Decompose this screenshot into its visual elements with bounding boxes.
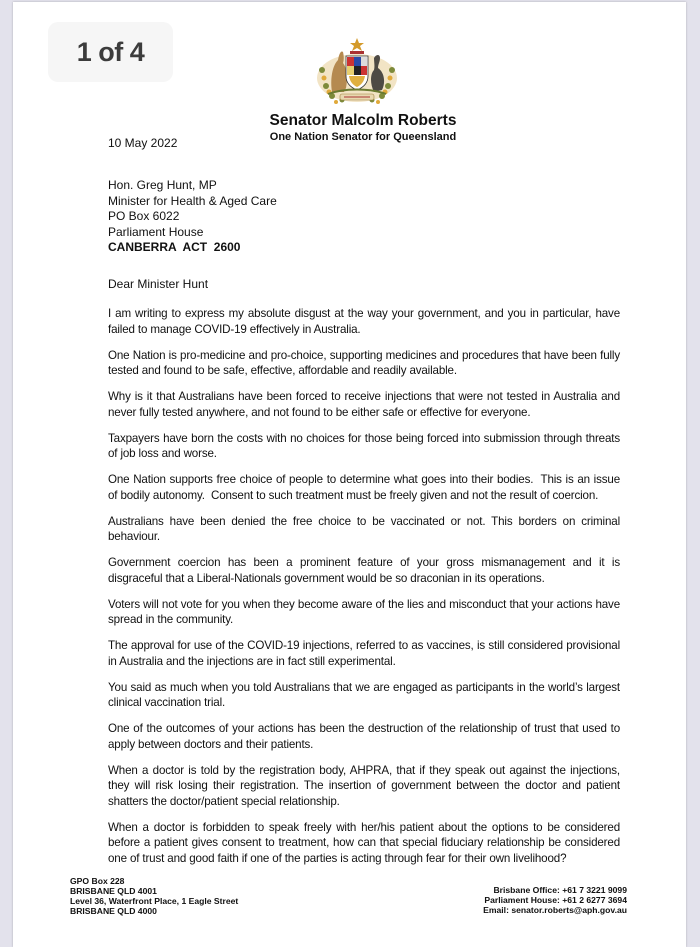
sender-title: One Nation Senator for Queensland bbox=[269, 131, 457, 143]
sender-name: Senator Malcolm Roberts bbox=[269, 112, 457, 129]
letter-date: 10 May 2022 bbox=[108, 136, 178, 150]
body-paragraph: Voters will not vote for you when they become aware of the lies and misconduct that your actions have spread in the community. bbox=[108, 597, 620, 626]
footer-line: Level 36, Waterfront Place, 1 Eagle Street bbox=[70, 896, 239, 906]
letter-body bbox=[108, 306, 624, 877]
body-paragraph: I am writing to express my absolute disgust at the way your government, and you in particular, have failed to manage COVID-19 effectively in Australia. bbox=[108, 307, 620, 336]
body-paragraph: You said as much when you told Australians that we are engaged as participants in the world’s largest clinical vaccination trial. bbox=[108, 680, 620, 709]
body-paragraph: Government coercion has been a prominent feature of your gross mismanagement and it is disgraceful that a Liberal-Nationals government would be so draconian in its operations. bbox=[108, 556, 620, 585]
body-paragraph: One Nation supports free choice of people to determine what goes into their bodies. This is an issue of bodily autonomy. Consent to such treatment must be freely given and not the result of coercion. bbox=[108, 473, 624, 502]
address-line: Minister for Health & Aged Care bbox=[108, 193, 277, 208]
footer-postal-address bbox=[70, 876, 238, 916]
footer-contact-details bbox=[483, 885, 627, 915]
footer-email: Email: senator.roberts@aph.gov.au bbox=[483, 905, 627, 915]
footer-phone-parliament: Parliament House: +61 2 6277 3694 bbox=[484, 895, 627, 905]
body-paragraph: Why is it that Australians have been forced to receive injections that were not tested in Australia and never fully tested anywhere, and not found to be either safe or effective for everyone. bbox=[108, 390, 620, 419]
body-paragraph: One Nation is pro-medicine and pro-choice, supporting medicines and procedures that have been fully tested and found to be safe, effective, affordable and readily available. bbox=[108, 348, 620, 377]
recipient-address bbox=[108, 178, 277, 256]
body-paragraph: When a doctor is told by the registration body, AHPRA, that if they speak out against the injections, they will risk losing their registration. The insertion of government between the doctor and patient shatters the doctor/patient special relationship. bbox=[108, 763, 620, 808]
salutation: Dear Minister Hunt bbox=[108, 277, 209, 291]
body-paragraph: Australians have been denied the free choice to be vaccinated or not. This borders on criminal behaviour. bbox=[108, 514, 620, 543]
letter-page bbox=[13, 2, 686, 947]
body-paragraph: When a doctor is forbidden to speak freely with her/his patient about the options to be considered before a patient gives consent to treatment, how can that special fiduciary relationship be considered one of trust and good faith if one of the parties is acting through fear for their own livelihood? bbox=[108, 820, 620, 865]
body-paragraph: The approval for use of the COVID-19 injections, referred to as vaccines, is still considered provisional in Australia and the injections are in fact still experimental. bbox=[108, 639, 620, 668]
body-paragraph: One of the outcomes of your actions has been the destruction of the relationship of trust that used to apply between doctors and their patients. bbox=[108, 722, 620, 751]
address-line: PO Box 6022 bbox=[108, 209, 180, 223]
address-line: Parliament House bbox=[108, 224, 204, 239]
address-line: Hon. Greg Hunt, MP bbox=[108, 178, 217, 192]
footer-line: BRISBANE QLD 4000 bbox=[70, 906, 157, 916]
australian-coat-of-arms-icon bbox=[314, 36, 400, 110]
address-city-line: CANBERRA ACT 2600 bbox=[108, 240, 241, 254]
footer-line: GPO Box 228 bbox=[70, 876, 125, 886]
page-indicator: 1 of 4 bbox=[48, 22, 173, 82]
footer-line: BRISBANE QLD 4001 bbox=[70, 886, 157, 896]
footer-phone-brisbane: Brisbane Office: +61 7 3221 9099 bbox=[493, 885, 627, 895]
body-paragraph: Taxpayers have born the costs with no choices for those being forced into submission through threats of job loss and worse. bbox=[108, 431, 620, 460]
